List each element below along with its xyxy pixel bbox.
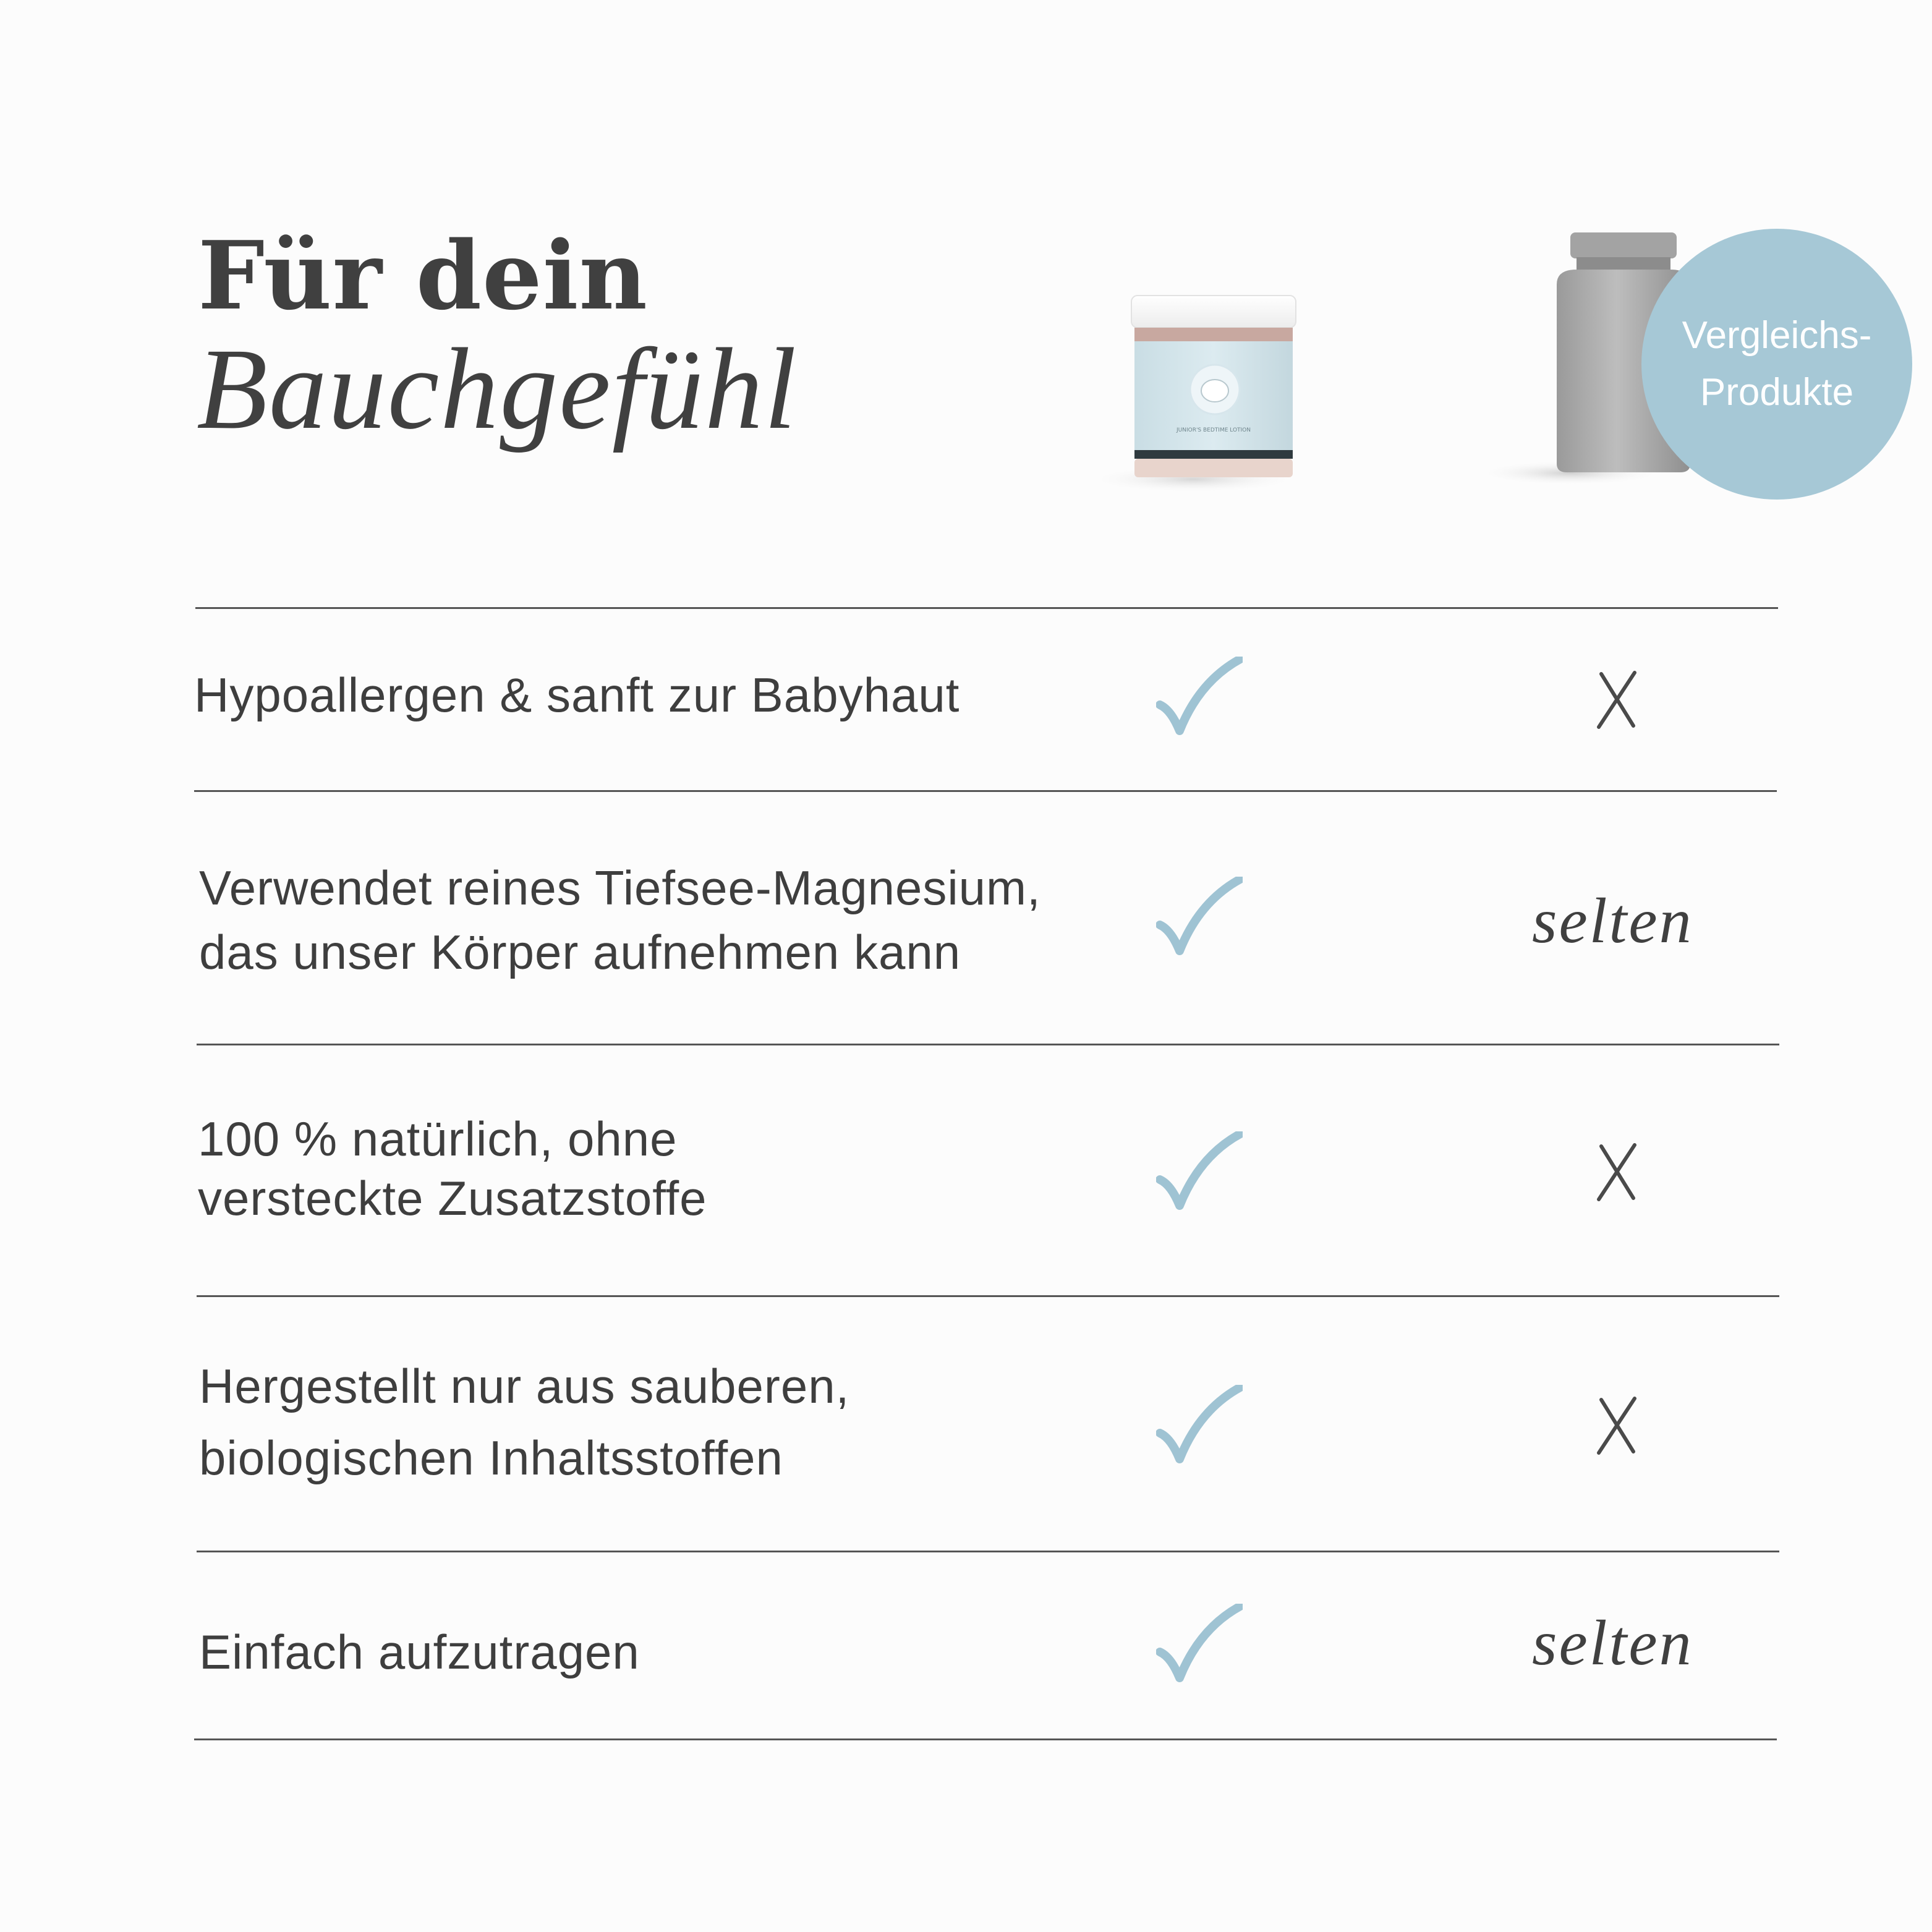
divider xyxy=(194,790,1777,792)
rarely-text: selten xyxy=(1532,1607,1693,1679)
cross-icon xyxy=(1593,1141,1642,1203)
feature-label-line: biologischen Inhaltsstoffen xyxy=(199,1431,783,1485)
feature-label-line: Hypoallergen & sanft zur Babyhaut xyxy=(194,668,960,722)
check-icon xyxy=(1156,877,1243,957)
divider xyxy=(195,607,1778,609)
divider xyxy=(197,1295,1779,1297)
divider xyxy=(194,1738,1777,1740)
feature-label-line: Verwendet reines Tiefsee-Magnesium, xyxy=(199,861,1041,915)
divider xyxy=(197,1044,1779,1045)
cross-icon xyxy=(1593,1395,1642,1457)
badge-line2: Produkte xyxy=(1700,371,1854,414)
check-icon xyxy=(1156,1385,1243,1465)
feature-label xyxy=(199,1354,849,1490)
feature-label-line: Hergestellt nur aus sauberen, xyxy=(199,1359,850,1413)
comparison-products-badge xyxy=(1641,229,1912,500)
heading-line1: Für dein xyxy=(198,220,648,331)
feature-label-line: das unser Körper aufnehmen kann xyxy=(199,925,961,979)
feature-label xyxy=(198,1107,707,1230)
rarely-text: selten xyxy=(1532,885,1693,956)
feature-label-line: Einfach aufzutragen xyxy=(199,1625,640,1679)
feature-label xyxy=(199,856,1041,984)
check-icon xyxy=(1156,1604,1243,1684)
feature-label-line: 100 % natürlich, ohne xyxy=(198,1112,678,1166)
check-icon xyxy=(1156,657,1243,737)
lotion-jar-image xyxy=(1088,291,1311,501)
cross-icon xyxy=(1593,669,1642,731)
heading-line2: Bauchgefühl xyxy=(197,324,798,453)
check-icon xyxy=(1156,1131,1243,1212)
jar-label: JUNIOR'S BEDTIME LOTION xyxy=(1176,427,1251,433)
feature-label-line: versteckte Zusatzstoffe xyxy=(198,1171,707,1225)
divider xyxy=(197,1551,1779,1552)
feature-label xyxy=(199,1620,640,1684)
badge-line1: Vergleichs- xyxy=(1682,314,1872,357)
feature-label xyxy=(194,663,960,727)
